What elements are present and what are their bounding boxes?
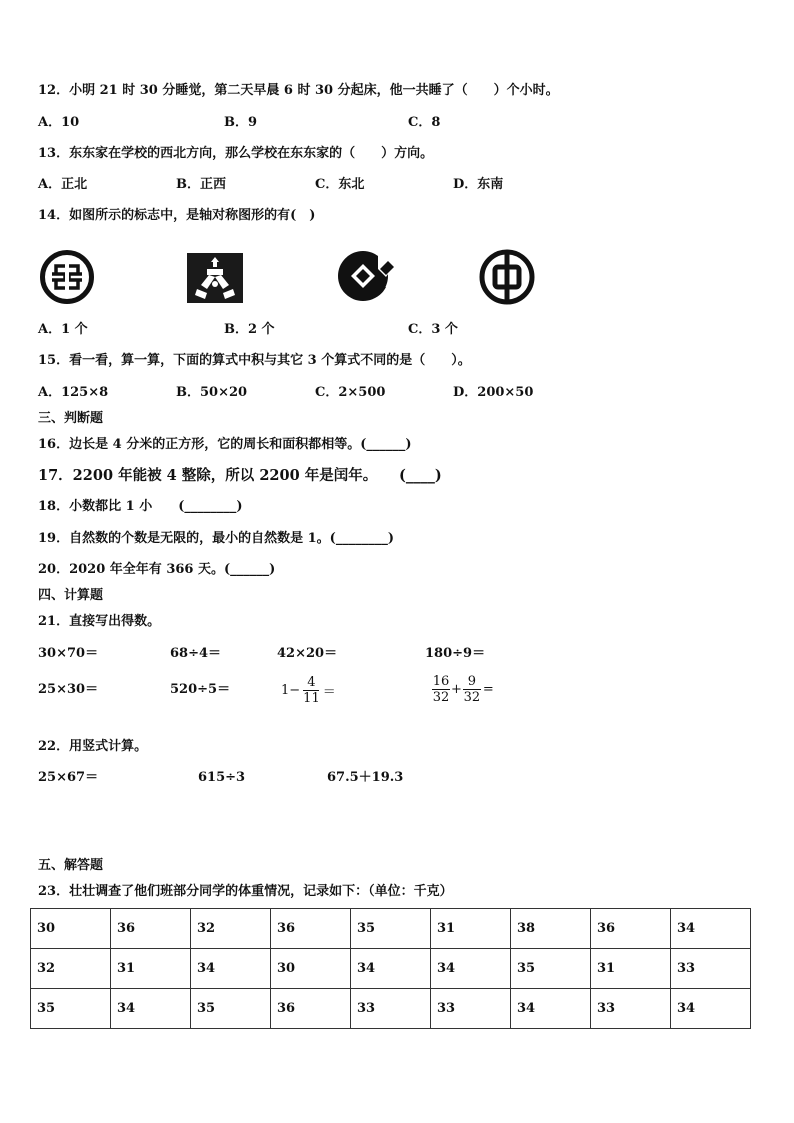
- question-19-text: 19．自然数的个数是无限的，最小的自然数是 1。(________): [38, 531, 394, 546]
- q13-option-a[interactable]: A．正北: [38, 177, 88, 192]
- ccb-logo-icon: [336, 247, 396, 305]
- q15-option-c[interactable]: C．2×500: [315, 385, 386, 400]
- table-cell: 36: [271, 909, 351, 949]
- table-cell: 35: [31, 989, 111, 1029]
- icbc-logo-icon: [38, 249, 96, 305]
- q14-option-b[interactable]: B．2 个: [224, 322, 275, 337]
- question-18-text: 18．小数都比 1 小 (________): [38, 499, 243, 514]
- vertical-calc-item: 25×67＝: [38, 770, 99, 785]
- table-cell: 33: [351, 989, 431, 1029]
- table-cell: 35: [511, 949, 591, 989]
- table-cell: 36: [591, 909, 671, 949]
- table-cell: 34: [111, 989, 191, 1029]
- q14-option-a[interactable]: A．1 个: [38, 322, 88, 337]
- vertical-calc-item: 67.5＋19.3: [327, 770, 404, 785]
- table-cell: 34: [431, 949, 511, 989]
- question-23-text: 23．壮壮调查了他们班部分同学的体重情况，记录如下：（单位：千克）: [38, 884, 453, 899]
- calc-item: 25×30＝: [38, 682, 99, 697]
- weight-table: [30, 908, 751, 1029]
- table-row: [31, 989, 751, 1029]
- section-4-heading: 四、计算题: [38, 588, 104, 603]
- q13-option-c[interactable]: C．东北: [315, 177, 365, 192]
- table-cell: 34: [191, 949, 271, 989]
- question-14-text: 14．如图所示的标志中，是轴对称图形的有( ): [38, 208, 316, 223]
- fraction-equals: ＝: [322, 684, 336, 700]
- vertical-calc-item: 615÷3: [198, 770, 246, 785]
- calc-item: 68÷4＝: [170, 646, 222, 661]
- table-cell: 33: [671, 949, 751, 989]
- table-cell: 33: [431, 989, 511, 1029]
- q13-option-d[interactable]: D．东南: [453, 177, 504, 192]
- table-cell: 38: [511, 909, 591, 949]
- calc-item: 520÷5＝: [170, 682, 231, 697]
- question-20-text: 20．2020 年全年有 366 天。(______): [38, 562, 276, 577]
- fraction-expression-2: [432, 670, 494, 708]
- calc-item: 42×20＝: [277, 646, 338, 661]
- table-cell: 32: [31, 949, 111, 989]
- table-cell: 35: [191, 989, 271, 1029]
- table-cell: 31: [431, 909, 511, 949]
- section-5-heading: 五、解答题: [38, 858, 104, 873]
- question-12-text: 12．小明 21 时 30 分睡觉，第二天早晨 6 时 30 分起床，他一共睡了（ ）个小时。: [38, 83, 559, 98]
- table-cell: 31: [591, 949, 671, 989]
- cib-logo-icon: [187, 253, 243, 303]
- fraction-denominator: 32: [463, 689, 481, 705]
- fraction-equals: =: [482, 681, 494, 697]
- table-cell: 35: [351, 909, 431, 949]
- fraction-numerator: 4: [307, 674, 316, 690]
- q15-option-b[interactable]: B．50×20: [176, 385, 248, 400]
- table-cell: 31: [111, 949, 191, 989]
- plus-sign: +: [451, 681, 462, 697]
- table-cell: 36: [271, 989, 351, 1029]
- fraction-denominator: 32: [432, 689, 450, 705]
- q12-option-a[interactable]: A．10: [38, 115, 80, 130]
- q12-option-c[interactable]: C．8: [408, 115, 441, 130]
- calc-item: 30×70＝: [38, 646, 99, 661]
- fraction-denominator: 11: [303, 690, 320, 706]
- table-cell: 30: [271, 949, 351, 989]
- question-16-text: 16．边长是 4 分米的正方形，它的周长和面积都相等。(______): [38, 437, 412, 452]
- boc-logo-icon: [478, 248, 536, 306]
- q14-option-c[interactable]: C．3 个: [408, 322, 458, 337]
- question-13-text: 13．东东家在学校的西北方向，那么学校在东东家的（ ）方向。: [38, 146, 434, 161]
- calc-item: 180÷9＝: [425, 646, 486, 661]
- table-cell: 34: [351, 949, 431, 989]
- table-cell: 34: [671, 909, 751, 949]
- fraction-numerator: 16: [432, 673, 450, 689]
- table-cell: 34: [671, 989, 751, 1029]
- question-22-text: 22．用竖式计算。: [38, 739, 148, 754]
- table-cell: 32: [191, 909, 271, 949]
- table-cell: 33: [591, 989, 671, 1029]
- question-17-text: 17．2200 年能被 4 整除，所以 2200 年是闰年。 (____): [38, 467, 442, 484]
- section-3-heading: 三、判断题: [38, 411, 104, 426]
- q13-option-b[interactable]: B．正西: [176, 177, 226, 192]
- table-row: [31, 909, 751, 949]
- fraction-lead: 1−: [281, 682, 301, 698]
- fraction-expression-1: [281, 672, 336, 708]
- q15-option-d[interactable]: D．200×50: [453, 385, 534, 400]
- table-cell: 36: [111, 909, 191, 949]
- table-cell: 34: [511, 989, 591, 1029]
- question-21-text: 21．直接写出得数。: [38, 614, 161, 629]
- fraction-numerator: 9: [467, 673, 477, 689]
- q12-option-b[interactable]: B．9: [224, 115, 258, 130]
- table-cell: 30: [31, 909, 111, 949]
- table-row: [31, 949, 751, 989]
- question-15-text: 15．看一看，算一算，下面的算式中积与其它 3 个算式不同的是（ ）。: [38, 353, 471, 368]
- q15-option-a[interactable]: A．125×8: [38, 385, 109, 400]
